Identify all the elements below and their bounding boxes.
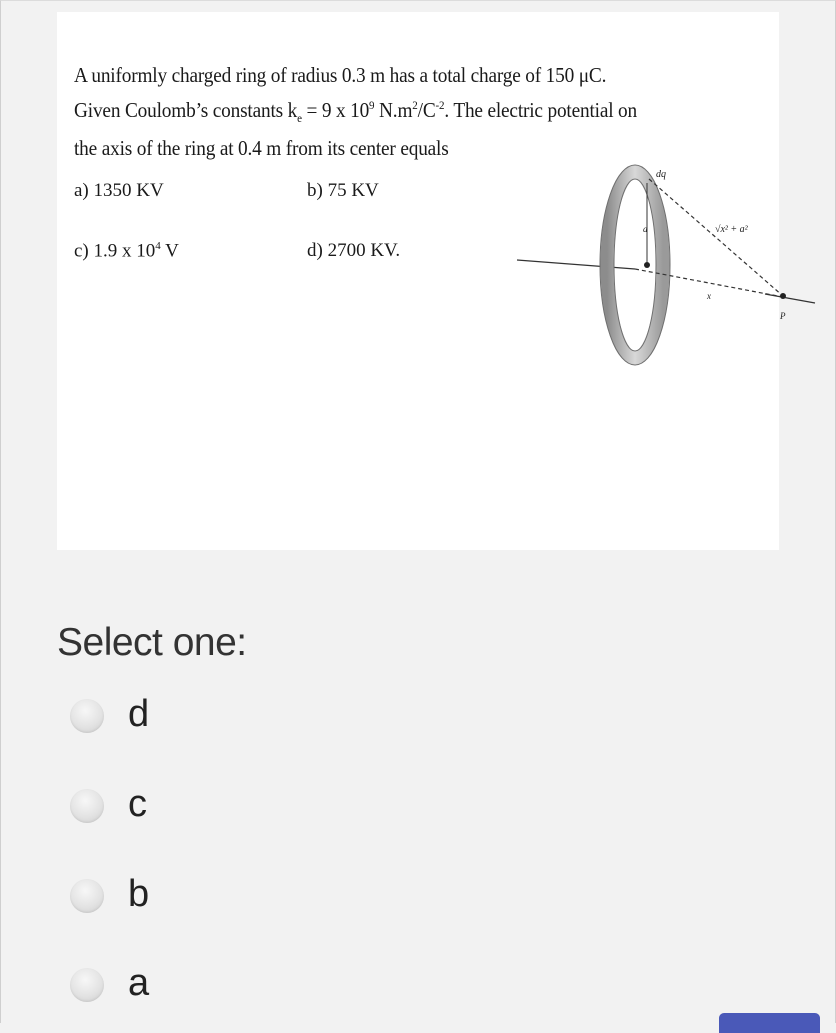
- choice-label: c: [128, 783, 147, 825]
- axis-left-line: [517, 260, 635, 269]
- option-b-text: b) 75 KV: [307, 180, 379, 201]
- dq-label: dq: [656, 169, 666, 180]
- submit-button[interactable]: [719, 1013, 820, 1033]
- choice-a[interactable]: [70, 962, 270, 1006]
- select-one-heading: Select one:: [57, 621, 247, 664]
- sqrt-label: √x² + a²: [715, 224, 748, 235]
- question-card: [57, 12, 786, 550]
- option-c-text: c) 1.9 x $10^4$ V: [74, 240, 179, 262]
- question-line-2: Given Coulomb’s constants $k_e = 9$ x $10^9$ $N.m^2/C^{-2}$. The electric potential on: [74, 98, 638, 126]
- choice-b[interactable]: [70, 873, 270, 917]
- point-p-dot: [780, 293, 786, 299]
- a-label: a: [643, 224, 648, 234]
- choice-label: b: [128, 873, 150, 915]
- radio-button[interactable]: [70, 789, 104, 823]
- radio-button[interactable]: [70, 968, 104, 1002]
- choice-c[interactable]: [70, 783, 270, 827]
- ring-center-dot: [644, 262, 650, 268]
- ring-shape: [607, 172, 663, 358]
- option-a-text: a) 1350 KV: [74, 180, 164, 201]
- choice-label: d: [128, 693, 150, 735]
- x-label: x: [707, 291, 711, 301]
- question-line-3: the axis of the ring at 0.4 m from its center equals: [74, 136, 449, 161]
- p-label: P: [780, 311, 786, 321]
- radio-button[interactable]: [70, 699, 104, 733]
- choice-label: a: [128, 962, 150, 1004]
- choice-d[interactable]: [70, 693, 270, 737]
- radio-button[interactable]: [70, 879, 104, 913]
- question-line-1: A uniformly charged ring of radius 0.3 m has a total charge of 150 μC.: [74, 63, 607, 87]
- option-d-text: d) 2700 KV.: [307, 240, 401, 261]
- question-text: [74, 60, 718, 163]
- charged-ring-diagram: [515, 157, 786, 372]
